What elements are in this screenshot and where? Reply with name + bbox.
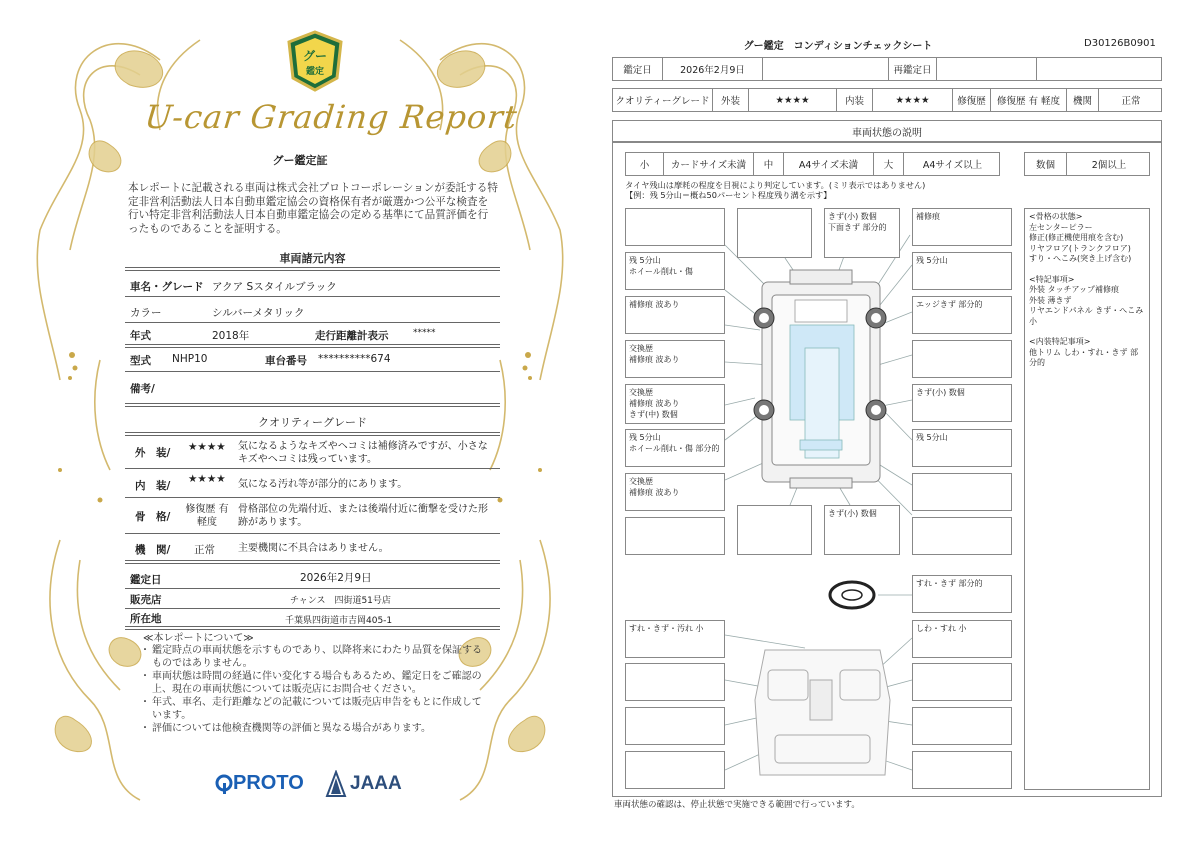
callout-box: [912, 340, 1012, 378]
engine-value: 正常: [1121, 96, 1141, 107]
quality-value-engine: 正常: [194, 544, 215, 556]
callout-box: [625, 517, 725, 555]
name-label: 車名・グレード: [130, 281, 204, 293]
special-item: 外装 タッチアップ補修痕: [1029, 285, 1119, 294]
frame-item: すり・へこみ(突き上げ含む): [1029, 254, 1132, 263]
dealer-label: 販売店: [130, 594, 162, 606]
condition-check-sheet: [600, 0, 1200, 848]
callout-box: [737, 208, 812, 258]
special-title: <特記事項>: [1029, 274, 1075, 284]
notice-title: ≪本レポートについて≫: [143, 633, 254, 644]
year-value: 2018年: [212, 330, 250, 342]
divider: [125, 296, 500, 297]
callout-box: [912, 663, 1012, 701]
callout-front-left-tire: 残 5分山 ホイール削れ・傷: [625, 252, 725, 290]
doc-id: D30126B0901: [1084, 38, 1156, 49]
callout-box: [912, 707, 1012, 745]
frame-item: リヤフロア(トランクフロア): [1029, 243, 1131, 253]
divider: [125, 403, 500, 407]
callout-box: [625, 208, 725, 246]
divider: [125, 267, 500, 271]
svg-text:鑑定: 鑑定: [305, 67, 325, 77]
quality-desc-frame: 骨格部位の先端付近、または後端付近に衝撃を受けた形跡があります。: [238, 504, 488, 528]
tire-note-1: タイヤ残山は摩耗の程度を目視により判定しています。(ミリ表示ではありません): [625, 180, 926, 190]
callout-top-right: 補修痕: [912, 208, 1012, 246]
footer-logos: [215, 770, 415, 800]
certificate-heading: グー鑑定証: [272, 154, 328, 167]
int-value: ★★★★: [873, 89, 953, 111]
proto-mark-icon: [215, 773, 233, 795]
repair-value: 修復歴 有 軽度: [991, 89, 1067, 111]
notice-item: ・ 年式、車名、走行距離などの記載については販売店申告をもとに作成しています。: [140, 697, 482, 721]
divider: [125, 371, 500, 372]
quality-stars-frame: 修復歴 有 軽度: [185, 504, 229, 528]
callout-box: [912, 517, 1012, 555]
callout-right-5: きず(小) 数個: [912, 384, 1012, 422]
certificate-body: 本レポートに記載される車両は株式会社プロトコーポレーションが委託する特定非営利活動法人日本自動車鑑定協会の資格保有者が厳選かつ公平な検査を行い特定非営利活動法人日本自動車鑑定協会の定める基準にて品質評価を行ったものであることを証明する。: [128, 182, 498, 235]
repair-label: 修復歴: [953, 89, 991, 111]
quality-stars-exterior: ★★★★: [188, 441, 226, 453]
quality-label-interior: 内 装/: [135, 480, 171, 492]
model-label: 型式: [130, 355, 151, 367]
address-value: 千葉県四街道市吉岡405-1: [285, 616, 393, 626]
side-notes: [1024, 208, 1150, 790]
mileage-label: 走行距離計表示: [315, 330, 389, 342]
report-title: U-car Grading Report: [143, 98, 520, 136]
quality-label-engine: 機 関/: [135, 544, 171, 556]
callout-front-right-tire: 残 5分山: [912, 252, 1012, 290]
color-label: カラー: [130, 307, 162, 319]
date-label: 鑑定日: [613, 58, 663, 80]
quality-stars-interior: ★★★★: [188, 473, 226, 485]
quality-desc-interior: 気になる汚れ等が部分的にあります。: [238, 479, 408, 490]
redate-label: 再鑑定日: [889, 58, 937, 80]
chassis-label: 車台番号: [265, 355, 307, 367]
notice-list: [140, 645, 490, 736]
tire-note-2: 【例：残 5分山＝概ね50パーセント程度残り溝を示す】: [625, 190, 832, 200]
divider: [125, 322, 500, 323]
specs-heading: 車両諸元内容: [279, 252, 346, 265]
callout-box: [912, 473, 1012, 511]
interior-title: <内装特記事項>: [1029, 337, 1091, 346]
condition-heading: 車両状態の説明: [612, 120, 1162, 142]
quality-label-exterior: 外 装/: [135, 447, 171, 459]
interior-item: 他トリム しわ・すれ・きず 部分的: [1029, 347, 1139, 367]
callout-box: [912, 751, 1012, 789]
notice-item: ・ 鑑定時点の車両状態を示すものであり、以降将来にわたり品質を保証するものではありません。: [140, 645, 482, 669]
spacer: [1029, 265, 1145, 275]
divider: [125, 626, 500, 630]
callout-rear-left-tire: 残 5分山 ホイール削れ・傷 部分的: [625, 429, 725, 467]
quality-label-frame: 骨 格/: [135, 511, 171, 523]
date-value: 2026年2月9日: [300, 572, 372, 584]
divider: [125, 533, 500, 534]
count-value: 2個以上: [1091, 160, 1127, 171]
divider: [125, 497, 500, 498]
frame-title: <骨格の状態>: [1029, 212, 1083, 221]
callout-left-5: 交換歴 補修痕 波あり きず(中) 数個: [625, 384, 725, 424]
callout-interior-left-1: すれ・きず・汚れ 小: [625, 620, 725, 658]
date-label: 鑑定日: [130, 574, 162, 586]
divider: [125, 432, 500, 436]
frame-item: 修正(修正機使用痕を含む): [1029, 233, 1124, 242]
int-label: 内装: [837, 89, 873, 111]
divider: [125, 560, 500, 564]
legend-small: 小: [626, 153, 664, 175]
engine-label: 機関: [1067, 89, 1099, 111]
date-value: 2026年2月9日: [663, 58, 763, 80]
spacer: [1029, 327, 1145, 337]
mileage-value: *****: [413, 328, 436, 338]
callout-box: [625, 707, 725, 745]
sheet-footer: 車両状態の確認は、停止状態で実施できる範囲で行っています。: [614, 800, 860, 810]
notice-item: ・ 評価については他検査機関等の評価と異なる場合があります。: [140, 723, 431, 734]
callout-left-4: 交換歴 補修痕 波あり: [625, 340, 725, 378]
legend-medium: 中: [754, 153, 784, 175]
jaaa-mark-icon: [325, 770, 347, 798]
callout-left-7: 交換歴 補修痕 波あり: [625, 473, 725, 511]
grade-label: クオリティーグレード: [613, 89, 713, 111]
svg-text:グー: グー: [302, 49, 328, 63]
chassis-value: **********674: [318, 353, 391, 365]
jaaa-logo: JAAA: [325, 770, 402, 798]
divider: [125, 588, 500, 589]
frame-item: 左センターピラー: [1029, 222, 1093, 232]
notice-item: ・ 車両状態は時間の経過に伴い変化する場合もあるため、鑑定日をご確認の上、現在の車両状態については販売店にお問合せください。: [140, 671, 482, 695]
divider: [125, 468, 500, 469]
model-value: NHP10: [172, 353, 208, 365]
legend-large-desc: A4サイズ以上: [922, 160, 983, 171]
callout-top-center: きず(小) 数個 下面きず 部分的: [824, 208, 900, 258]
name-value: アクア Sスタイルブラック: [212, 281, 337, 293]
goo-kantei-badge-icon: [285, 30, 345, 92]
proto-logo: PROTO: [215, 772, 304, 795]
quality-desc-exterior: 気になるようなキズやヘコミは補修済みですが、小さなキズやヘコミは残っています。: [238, 441, 488, 465]
divider: [125, 608, 500, 609]
callout-box: [625, 663, 725, 701]
legend-large: 大: [874, 153, 904, 175]
callout-rear-right-tire: 残 5分山: [912, 429, 1012, 467]
dealer-value: チャンス 四街道51号店: [290, 596, 391, 606]
callout-right-3: エッジきず 部分的: [912, 296, 1012, 334]
special-item: リヤエンドパネル きず・へこみ 小: [1029, 306, 1144, 326]
quality-desc-engine: 主要機関に不具合はありません。: [238, 543, 389, 554]
special-item: 外装 薄きず: [1029, 295, 1072, 305]
ext-value: ★★★★: [749, 89, 837, 111]
quality-heading: クオリティーグレード: [258, 416, 367, 429]
callout-left-3: 補修痕 波あり: [625, 296, 725, 334]
ext-label: 外装: [713, 89, 749, 111]
count-label: 数個: [1025, 153, 1067, 175]
year-label: 年式: [130, 330, 151, 342]
callout-bottom-center: きず(小) 数個: [824, 505, 900, 555]
legend-small-desc: カードサイズ未満: [664, 153, 754, 175]
callout-interior-right-1: しわ・すれ 小: [912, 620, 1012, 658]
remarks-label: 備考/: [130, 383, 155, 395]
callout-box: [737, 505, 812, 555]
legend-medium-desc: A4サイズ未満: [784, 153, 874, 175]
address-label: 所在地: [130, 613, 162, 625]
sheet-title: グー鑑定 コンディションチェックシート: [743, 41, 933, 52]
divider: [125, 344, 500, 348]
callout-steering: すれ・きず 部分的: [912, 575, 1012, 613]
color-value: シルバーメタリック: [212, 307, 305, 319]
callout-box: [625, 751, 725, 789]
